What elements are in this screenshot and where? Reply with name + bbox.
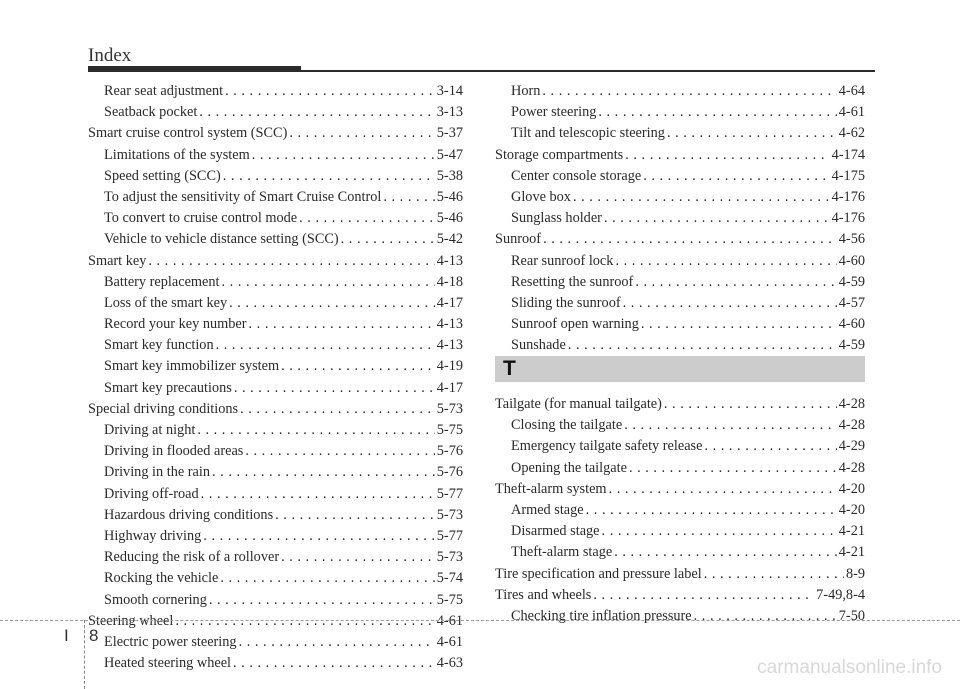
index-entry xyxy=(495,502,865,523)
index-entry-text: Hazardous driving conditions xyxy=(104,506,274,523)
index-entry-page: 5-77 xyxy=(436,527,463,544)
dot-leader xyxy=(216,337,435,354)
dot-leader xyxy=(573,189,830,206)
index-entry-text: Record your key number xyxy=(104,316,247,333)
index-entry-text: Special driving conditions xyxy=(88,400,239,417)
dot-leader xyxy=(223,168,435,185)
index-entry-text: Smart key precautions xyxy=(104,379,232,396)
index-entry-page: 4-18 xyxy=(436,273,463,290)
dot-leader xyxy=(667,125,837,142)
index-entry-page: 4-176 xyxy=(831,188,865,205)
dot-leader xyxy=(694,608,837,625)
index-entry xyxy=(495,396,865,417)
dot-leader xyxy=(197,422,434,439)
dot-leader xyxy=(148,253,434,270)
index-entry-text: Reducing the risk of a rollover xyxy=(104,549,280,566)
index-entry xyxy=(495,460,865,481)
index-entry-page: 8-9 xyxy=(845,565,865,582)
index-entry-page: 4-175 xyxy=(831,167,865,184)
index-entry-text: Battery replacement xyxy=(104,273,220,290)
index-entry-text: Sunglass holder xyxy=(511,210,602,227)
index-entry-text: Sunroof open warning xyxy=(511,316,639,333)
index-entry xyxy=(88,83,463,104)
index-entry-page: 5-76 xyxy=(436,464,463,481)
dot-leader xyxy=(615,253,836,270)
index-entry-page: 4-20 xyxy=(838,501,865,518)
dot-leader xyxy=(623,295,837,312)
index-entry xyxy=(88,422,463,443)
index-entry-page: 4-29 xyxy=(838,438,865,455)
index-entry xyxy=(88,147,463,168)
dot-leader xyxy=(199,104,434,121)
dot-leader xyxy=(598,104,836,121)
index-entry xyxy=(88,316,463,337)
index-entry-page: 4-62 xyxy=(838,125,865,142)
index-entry-page: 5-74 xyxy=(436,570,463,587)
index-entry-text: Rear sunroof lock xyxy=(511,252,614,269)
dot-leader xyxy=(664,396,837,413)
index-entry xyxy=(88,295,463,316)
index-entry xyxy=(88,549,463,570)
index-entry xyxy=(88,443,463,464)
index-entry-page: 4-56 xyxy=(838,231,865,248)
index-entry-text: Resetting the sunroof xyxy=(511,273,634,290)
index-entry-page: 5-73 xyxy=(436,506,463,523)
index-entry xyxy=(495,231,865,252)
index-entry-page: 7-49,8-4 xyxy=(816,586,865,603)
index-entry-page: 5-73 xyxy=(436,400,463,417)
index-entry-page: 4-28 xyxy=(838,417,865,434)
index-entry xyxy=(88,655,463,676)
header-rule-thin xyxy=(301,70,875,72)
index-entry xyxy=(495,295,865,316)
index-entry-page: 4-28 xyxy=(838,459,865,476)
dot-leader xyxy=(641,316,837,333)
dot-leader xyxy=(609,481,837,498)
index-entry-text: Smooth cornering xyxy=(104,591,207,608)
index-entry-page: 5-73 xyxy=(436,549,463,566)
index-entry-page: 5-46 xyxy=(436,188,463,205)
index-entry xyxy=(88,464,463,485)
index-entry-text: Rocking the vehicle xyxy=(104,570,219,587)
dot-leader xyxy=(625,147,829,164)
index-entry xyxy=(88,337,463,358)
section-letter: T xyxy=(503,357,516,380)
index-entry-text: Horn xyxy=(511,83,541,99)
index-entry-text: Center console storage xyxy=(511,167,642,184)
dot-leader xyxy=(643,168,829,185)
index-entry-text: Theft-alarm system xyxy=(495,480,607,497)
index-entry-page: 5-42 xyxy=(436,231,463,248)
index-entry-text: Tailgate (for manual tailgate) xyxy=(495,396,662,412)
index-entry-text: Smart key function xyxy=(104,337,214,354)
index-entry-text: Heated steering wheel xyxy=(104,655,232,672)
dot-leader xyxy=(175,613,434,630)
index-entry-text: Smart key immobilizer system xyxy=(104,358,280,375)
dot-leader xyxy=(245,443,434,460)
dot-leader xyxy=(624,417,837,434)
index-entry xyxy=(88,528,463,549)
index-entry xyxy=(495,417,865,438)
index-entry-page: 4-60 xyxy=(838,316,865,333)
index-entry-page: 5-75 xyxy=(436,422,463,438)
index-entry-page: 5-46 xyxy=(436,210,463,227)
index-entry xyxy=(88,570,463,591)
index-entry-page: 5-47 xyxy=(436,146,463,163)
index-entry xyxy=(495,274,865,295)
index-entry xyxy=(495,210,865,231)
index-entry-text: Emergency tailgate safety release xyxy=(511,438,703,455)
index-entry-page: 4-174 xyxy=(831,146,865,163)
section-letter-bar xyxy=(495,356,865,382)
index-entry-page: 4-61 xyxy=(838,104,865,121)
index-entry-page: 4-19 xyxy=(436,358,463,375)
watermark-logo: carmanualsonline.info xyxy=(757,657,942,678)
dot-leader xyxy=(629,460,837,477)
index-entry xyxy=(495,189,865,210)
index-entry-page: 4-20 xyxy=(838,480,865,497)
index-entry-text: Tires and wheels xyxy=(495,586,592,603)
index-entry-page: 4-13 xyxy=(436,316,463,333)
dot-leader xyxy=(604,210,830,227)
index-entry-text: Armed stage xyxy=(511,501,584,518)
index-entry-page: 4-61 xyxy=(436,612,463,629)
index-entry xyxy=(495,83,865,104)
index-entry-page: 4-21 xyxy=(838,544,865,561)
index-entry-page: 4-59 xyxy=(838,273,865,290)
index-entry xyxy=(88,104,463,125)
index-entry-page: 4-176 xyxy=(831,210,865,227)
index-entry-text: Electric power steering xyxy=(104,633,237,650)
right-index-column-lower xyxy=(495,396,865,629)
index-entry-text: Theft-alarm stage xyxy=(511,544,613,561)
index-entry xyxy=(495,587,865,608)
index-entry-text: Driving in the rain xyxy=(104,464,211,481)
index-entry-text: Driving at night xyxy=(104,422,196,438)
index-entry-page: 4-21 xyxy=(838,523,865,540)
index-entry xyxy=(88,613,463,634)
dot-leader xyxy=(233,655,435,672)
index-entry-page: 5-75 xyxy=(436,591,463,608)
index-entry xyxy=(495,253,865,274)
dot-leader xyxy=(209,592,435,609)
index-entry-text: Seatback pocket xyxy=(104,104,198,121)
page-title: Index xyxy=(88,45,132,66)
index-entry-page: 4-60 xyxy=(838,252,865,269)
dot-leader xyxy=(220,570,434,587)
index-entry-page: 4-57 xyxy=(838,294,865,311)
dot-leader xyxy=(543,231,837,248)
index-entry xyxy=(495,608,865,629)
dot-leader xyxy=(586,502,837,519)
index-entry xyxy=(495,316,865,337)
index-entry xyxy=(88,231,463,252)
index-entry-text: Storage compartments xyxy=(495,146,624,163)
footer-rule xyxy=(0,620,960,621)
dot-leader xyxy=(212,464,435,481)
index-entry xyxy=(495,438,865,459)
index-entry-text: Driving in flooded areas xyxy=(104,443,244,460)
index-entry xyxy=(88,253,463,274)
dot-leader xyxy=(249,316,435,333)
dot-leader xyxy=(229,295,435,312)
index-entry-page: 5-77 xyxy=(436,485,463,502)
index-entry xyxy=(495,147,865,168)
index-entry-page: 5-38 xyxy=(436,167,463,184)
index-entry-text: Driving off-road xyxy=(104,485,199,502)
index-entry-page: 3-14 xyxy=(436,83,463,99)
index-entry xyxy=(88,507,463,528)
dot-leader xyxy=(252,147,435,164)
index-entry xyxy=(88,274,463,295)
index-entry xyxy=(88,401,463,422)
index-entry xyxy=(495,104,865,125)
index-entry-text: Power steering xyxy=(511,104,597,121)
dot-leader xyxy=(704,566,844,583)
index-entry-page: 4-63 xyxy=(436,655,463,672)
index-entry-page: 7-50 xyxy=(838,607,865,624)
dot-leader xyxy=(593,587,814,604)
index-entry-text: Rear seat adjustment xyxy=(104,83,224,99)
footer-section-label: I xyxy=(64,626,69,645)
index-entry xyxy=(495,523,865,544)
index-entry-text: Closing the tailgate xyxy=(511,417,623,434)
index-entry xyxy=(88,210,463,231)
index-entry-text: Highway driving xyxy=(104,527,202,544)
dot-leader xyxy=(275,507,435,524)
dot-leader xyxy=(341,231,435,248)
index-entry xyxy=(495,566,865,587)
dot-leader xyxy=(222,274,435,291)
index-entry-page: 4-17 xyxy=(436,379,463,396)
index-entry xyxy=(88,380,463,401)
dot-leader xyxy=(201,486,435,503)
index-entry-text: Speed setting (SCC) xyxy=(104,167,221,184)
index-entry-page: 4-61 xyxy=(436,633,463,650)
index-entry xyxy=(88,358,463,379)
index-entry-text: Opening the tailgate xyxy=(511,459,627,476)
index-entry-text: Sliding the sunroof xyxy=(511,294,621,311)
index-entry-text: To adjust the sensitivity of Smart Cruise Control xyxy=(104,188,382,205)
dot-leader xyxy=(239,634,435,651)
index-entry-page: 4-13 xyxy=(436,252,463,269)
index-entry-text: Sunroof xyxy=(495,231,542,248)
index-entry-page: 3-13 xyxy=(436,104,463,121)
dot-leader xyxy=(289,125,434,142)
index-entry-text: Smart cruise control system (SCC) xyxy=(88,125,288,142)
dot-leader xyxy=(281,358,435,375)
index-entry-text: Sunshade xyxy=(511,337,566,354)
index-entry-page: 5-76 xyxy=(436,443,463,460)
index-entry-text: Disarmed stage xyxy=(511,523,600,540)
dot-leader xyxy=(635,274,836,291)
dot-leader xyxy=(225,83,435,100)
dot-leader xyxy=(299,210,435,227)
index-entry-text: Vehicle to vehicle distance setting (SCC) xyxy=(104,231,339,248)
page-number: 8 xyxy=(89,626,99,645)
index-entry-page: 4-28 xyxy=(838,396,865,412)
index-entry-text: To convert to cruise control mode xyxy=(104,210,298,227)
right-index-column xyxy=(495,83,865,380)
index-entry-page: 4-17 xyxy=(436,294,463,311)
index-entry-text: Checking tire inflation pressure xyxy=(511,607,692,624)
footer-divider xyxy=(84,620,85,689)
index-entry-text: Glove box xyxy=(511,188,571,205)
index-entry xyxy=(88,634,463,655)
index-entry xyxy=(495,125,865,146)
index-entry-text: Limitations of the system xyxy=(104,146,250,163)
index-entry xyxy=(88,486,463,507)
index-entry-text: Smart key xyxy=(88,252,147,269)
dot-leader xyxy=(240,401,435,418)
index-entry-text: Tire specification and pressure label xyxy=(495,565,702,582)
index-entry xyxy=(495,481,865,502)
index-entry-page: 5-37 xyxy=(436,125,463,142)
index-entry xyxy=(495,168,865,189)
index-entry xyxy=(88,168,463,189)
dot-leader xyxy=(203,528,434,545)
index-entry xyxy=(495,544,865,565)
dot-leader xyxy=(383,189,434,206)
index-entry-text: Loss of the smart key xyxy=(104,294,228,311)
index-entry-text: Tilt and telescopic steering xyxy=(511,125,665,142)
index-entry xyxy=(88,125,463,146)
index-entry xyxy=(88,592,463,613)
index-entry-page: 4-64 xyxy=(838,83,865,99)
dot-leader xyxy=(542,83,836,100)
index-entry-page: 4-13 xyxy=(436,337,463,354)
dot-leader xyxy=(281,549,435,566)
index-entry xyxy=(88,189,463,210)
index-entry-page: 4-59 xyxy=(838,337,865,354)
header-rule-thick xyxy=(88,66,301,72)
dot-leader xyxy=(234,380,435,397)
dot-leader xyxy=(614,544,837,561)
dot-leader xyxy=(602,523,837,540)
dot-leader xyxy=(704,438,836,455)
dot-leader xyxy=(568,337,837,354)
left-index-column xyxy=(88,83,463,676)
index-entry-text: Steering wheel xyxy=(88,612,174,629)
